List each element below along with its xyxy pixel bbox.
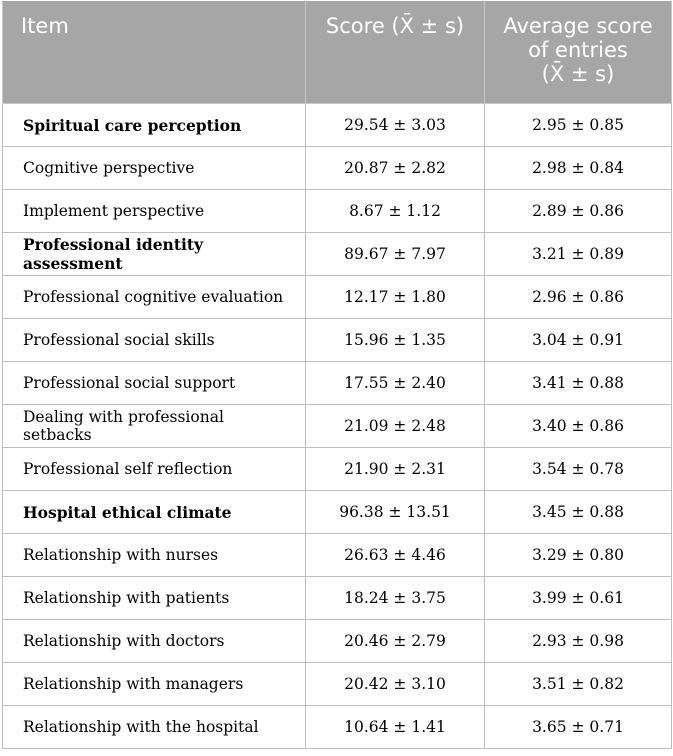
- row-item-label: Professional social skills: [3, 319, 306, 362]
- row-average-score: 3.51 ± 0.82: [485, 663, 672, 706]
- row-score: 18.24 ± 3.75: [306, 577, 485, 620]
- table-row: [3, 147, 672, 190]
- row-item-label: Implement perspective: [3, 190, 306, 233]
- header-score: Score (X̄ ± s): [306, 2, 485, 104]
- row-score: 26.63 ± 4.46: [306, 534, 485, 577]
- row-score: 12.17 ± 1.80: [306, 276, 485, 319]
- table-row: [3, 663, 672, 706]
- row-item-label: Relationship with managers: [3, 663, 306, 706]
- header-item: Item: [3, 2, 306, 104]
- table-row: [3, 104, 672, 147]
- row-item-label: Professional identity assessment: [3, 233, 306, 276]
- row-average-score: 3.41 ± 0.88: [485, 362, 672, 405]
- header-average-score: [485, 2, 672, 104]
- row-score: 21.90 ± 2.31: [306, 448, 485, 491]
- table-row: [3, 362, 672, 405]
- row-average-score: 2.93 ± 0.98: [485, 620, 672, 663]
- table-row: [3, 620, 672, 663]
- table-row: [3, 276, 672, 319]
- row-average-score: 3.21 ± 0.89: [485, 233, 672, 276]
- row-average-score: 2.96 ± 0.86: [485, 276, 672, 319]
- row-average-score: 2.89 ± 0.86: [485, 190, 672, 233]
- row-item-label: Cognitive perspective: [3, 147, 306, 190]
- row-item-label: Hospital ethical climate: [3, 491, 306, 534]
- row-score: 29.54 ± 3.03: [306, 104, 485, 147]
- row-item-label: Professional social support: [3, 362, 306, 405]
- row-score: 15.96 ± 1.35: [306, 319, 485, 362]
- row-average-score: 2.95 ± 0.85: [485, 104, 672, 147]
- header-average-line2: of entries: [528, 38, 628, 62]
- row-item-label: Professional self reflection: [3, 448, 306, 491]
- table-row: [3, 190, 672, 233]
- row-item-label: Professional cognitive evaluation: [3, 276, 306, 319]
- row-score: 8.67 ± 1.12: [306, 190, 485, 233]
- row-average-score: 3.45 ± 0.88: [485, 491, 672, 534]
- row-average-score: 3.29 ± 0.80: [485, 534, 672, 577]
- row-average-score: 2.98 ± 0.84: [485, 147, 672, 190]
- table-row: [3, 706, 672, 749]
- row-score: 10.64 ± 1.41: [306, 706, 485, 749]
- row-average-score: 3.40 ± 0.86: [485, 405, 672, 448]
- table-row: [3, 448, 672, 491]
- row-item-label: Dealing with professional setbacks: [3, 405, 306, 448]
- row-average-score: 3.65 ± 0.71: [485, 706, 672, 749]
- row-score: 20.46 ± 2.79: [306, 620, 485, 663]
- header-row: [3, 2, 672, 104]
- table-row: [3, 233, 672, 276]
- row-item-label: Relationship with nurses: [3, 534, 306, 577]
- row-score: 20.87 ± 2.82: [306, 147, 485, 190]
- row-item-label: Relationship with the hospital: [3, 706, 306, 749]
- table-header: [3, 2, 672, 104]
- row-score: 20.42 ± 3.10: [306, 663, 485, 706]
- table-row: [3, 534, 672, 577]
- table-row: [3, 405, 672, 448]
- table-row: [3, 491, 672, 534]
- header-average-line1: Average score: [503, 14, 653, 38]
- row-score: 89.67 ± 7.97: [306, 233, 485, 276]
- table-body: [3, 104, 672, 749]
- row-item-label: Relationship with patients: [3, 577, 306, 620]
- row-average-score: 3.04 ± 0.91: [485, 319, 672, 362]
- row-item-label: Relationship with doctors: [3, 620, 306, 663]
- row-average-score: 3.54 ± 0.78: [485, 448, 672, 491]
- row-item-label: Spiritual care perception: [3, 104, 306, 147]
- scores-table: [2, 1, 672, 749]
- table-row: [3, 319, 672, 362]
- table-row: [3, 577, 672, 620]
- row-average-score: 3.99 ± 0.61: [485, 577, 672, 620]
- row-score: 17.55 ± 2.40: [306, 362, 485, 405]
- header-average-line3: (X̄ ± s): [541, 62, 615, 86]
- row-score: 21.09 ± 2.48: [306, 405, 485, 448]
- row-score: 96.38 ± 13.51: [306, 491, 485, 534]
